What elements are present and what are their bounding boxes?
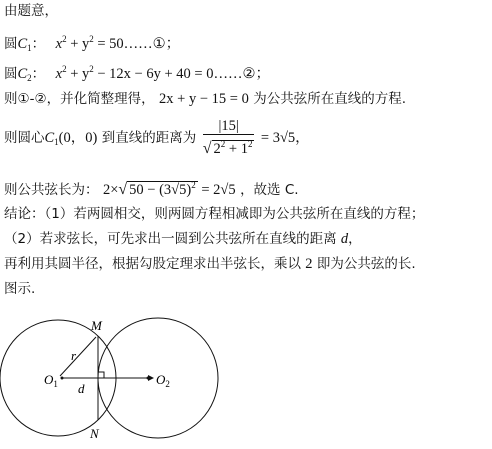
- center-coords: (0，0): [58, 130, 98, 146]
- equation-circle-1: 圆$C_1$： $x^2 + y^2$ = 50……①；: [4, 34, 181, 53]
- center-sub: 1: [54, 137, 59, 147]
- chord-length-line: 则公共弦长为： 2×√ $50 - (3√5)^2 = 2√5$ ，故选 C.: [4, 180, 299, 198]
- text-b: 即为公共弦的长.: [316, 256, 416, 272]
- text-a: 则①-②，并化简整理得，: [4, 91, 155, 107]
- expr-x: x: [55, 66, 63, 82]
- distance-line: [4, 118, 310, 162]
- math-a: 2×: [102, 182, 119, 198]
- circle-sub: 2: [27, 73, 32, 83]
- radius-line: [60, 337, 96, 376]
- center-name: C: [44, 130, 55, 146]
- label-r: r: [71, 348, 77, 363]
- math-b: = 2√5: [201, 182, 236, 198]
- expr-y: + y: [70, 66, 90, 82]
- label-m: M: [91, 318, 102, 333]
- chord-equation: 2x + y − 15 = 0: [159, 91, 249, 107]
- equation-circle-2: 圆$C_2$： $x^2 + y^2 - 12x - 6y + 40$ = 0……②；: [4, 64, 270, 83]
- fraction-numerator: |15|: [203, 118, 255, 135]
- intro-text: 由题意，: [4, 3, 58, 19]
- text-b: ，故选 C.: [240, 182, 299, 198]
- conclusion-1: [4, 205, 424, 223]
- den-b: + 1: [228, 141, 248, 157]
- var-d: d: [340, 231, 349, 247]
- figure-caption: [4, 280, 35, 298]
- text-a: 再利用其圆半径，根据勾股定理求出半弦长，乘以: [4, 256, 301, 272]
- distance-result: = 3√5，: [260, 130, 310, 146]
- circle-sub: 1: [27, 43, 32, 53]
- den-a: 2: [213, 141, 221, 157]
- circle-prefix: 圆: [4, 66, 18, 82]
- conclusion-3: [4, 255, 416, 273]
- num-2: 2: [305, 256, 313, 272]
- intro-line: [4, 2, 58, 20]
- distance-fraction: [203, 118, 255, 158]
- text-b: 到直线的距离为: [101, 130, 197, 146]
- text-a: 则圆心: [4, 130, 45, 146]
- expr-y: + y: [70, 36, 90, 52]
- colon: ：: [31, 66, 46, 82]
- expr-rest: = 50……①；: [97, 36, 181, 52]
- right-angle-mark: [98, 372, 104, 378]
- circle-prefix: 圆: [4, 36, 18, 52]
- point-o1: [61, 377, 64, 380]
- text-b: 为公共弦所在直线的方程.: [253, 91, 407, 107]
- text-a: 则公共弦长为：: [4, 182, 99, 198]
- two-circles-figure: [0, 300, 240, 449]
- colon: ：: [31, 36, 46, 52]
- label-o2: $O_2$: [156, 372, 170, 389]
- circle-name: C: [17, 36, 28, 52]
- conclusion-2: [4, 230, 362, 248]
- expr-x: x: [55, 36, 63, 52]
- expr-rest: − 12x − 6y + 40 = 0……②；: [97, 66, 270, 82]
- conclusion-1-text: 结论：（1）若两圆相交，则两圆方程相减即为公共弦所在直线的方程；: [4, 206, 425, 222]
- fraction-denominator: √ $2^2 + 1^2$: [202, 139, 253, 157]
- point-o2: [147, 377, 150, 380]
- subtract-line: [4, 90, 406, 108]
- text-b: ，: [348, 231, 362, 247]
- figure-caption-text: 图示.: [4, 281, 36, 297]
- text-a: （2）若求弦长，可先求出一圆到公共弦所在直线的距离: [4, 231, 337, 247]
- label-d: d: [78, 381, 85, 396]
- label-o1: $O_1$: [44, 372, 58, 389]
- circle-name: C: [17, 66, 28, 82]
- label-n: N: [90, 426, 99, 441]
- radicand: 50 − (3√5): [129, 182, 192, 198]
